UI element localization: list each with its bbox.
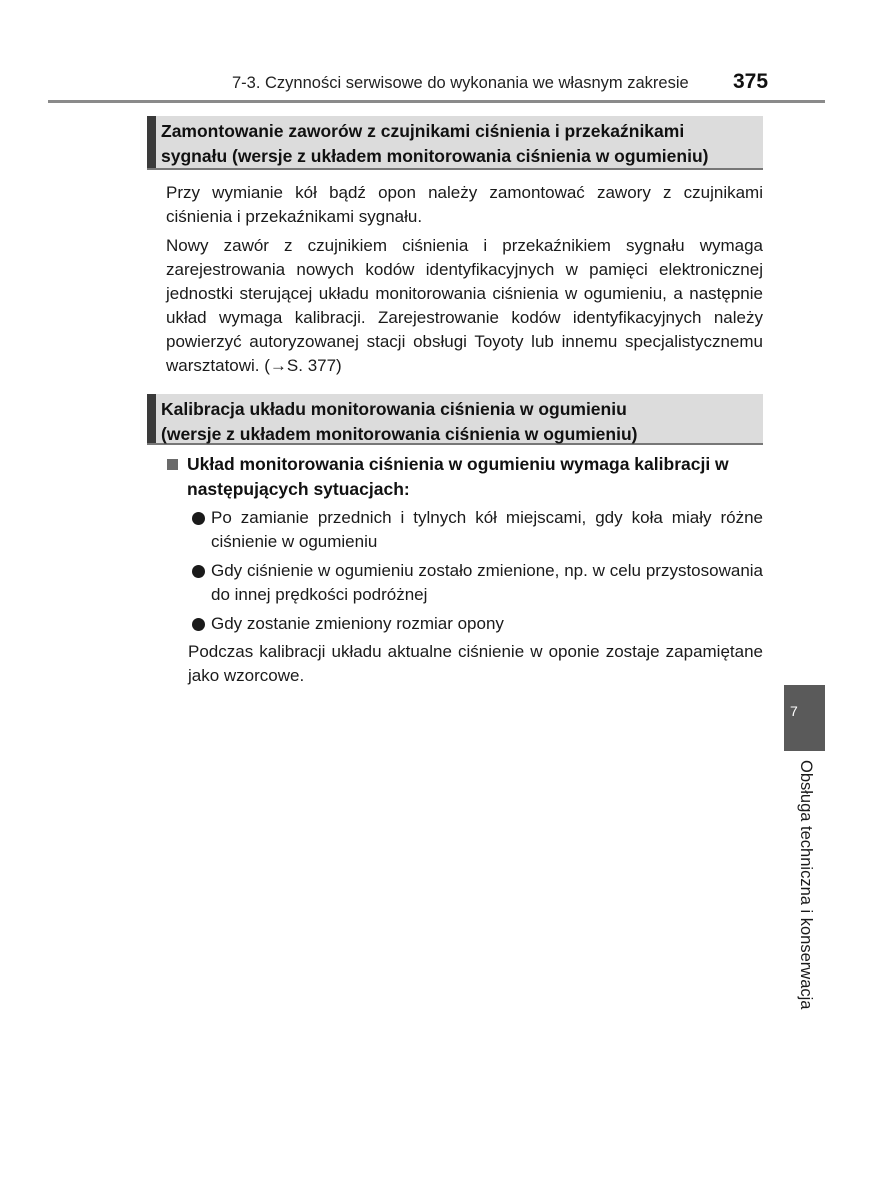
running-header: 7-3. Czynności serwisowe do wykonania we własnym zakresie <box>232 74 689 92</box>
list-item <box>190 612 763 636</box>
square-bullet-icon <box>167 459 178 470</box>
header-divider <box>48 100 825 103</box>
bullet-dot-icon <box>192 618 205 631</box>
section-title-line: Kalibracja układu monitorowania ciśnienia w ogumieniu <box>161 399 627 419</box>
paragraph-valve-install: Przy wymianie kół bądź opon należy zamontować zawory z czujnikami ciśnienia i przekaźnikami sygnału. <box>166 183 763 226</box>
section-heading-valves <box>147 116 763 170</box>
section-accent <box>147 116 156 168</box>
page-number: 375 <box>733 70 769 93</box>
chapter-label-text: Obsługa techniczna i konserwacja <box>797 760 815 1010</box>
list-item <box>190 559 763 607</box>
chapter-number: 7 <box>790 703 798 719</box>
section-title <box>161 119 757 169</box>
section-title-line: Zamontowanie zaworów z czujnikami ciśnienia i przekaźnikami <box>161 121 685 141</box>
section-title <box>161 397 757 447</box>
chapter-tab <box>784 685 825 751</box>
subheading-text: Układ monitorowania ciśnienia w ogumieniu wymaga kalibracji w następujących sytuacjach: <box>187 454 729 499</box>
paragraph-id-registration: Nowy zawór z czujnikiem ciśnienia i przekaźnikiem sygnału wymaga zarejestrowania nowych kodów identyfikacyjnych w pamięci elektronicznej jednostki sterującej układu monitorowania ciśnienia w ogumieniu, a następnie układ wymaga kalibracji. Zarejestrowanie kodów identyfikacyjnych należy powierzyć autoryzowanej stacji obsługi Toyoty lub innemu specjalistycznemu warsztatowi. (→S. 377) <box>166 236 763 375</box>
list-item-text: Gdy zostanie zmieniony rozmiar opony <box>211 614 504 633</box>
section-title-line: (wersje z układem monitorowania ciśnienia w ogumieniu) <box>161 424 638 444</box>
section-title-line: sygnału (wersje z układem monitorowania ciśnienia w ogumieniu) <box>161 146 709 166</box>
bullet-dot-icon <box>192 512 205 525</box>
bullet-dot-icon <box>192 565 205 578</box>
list-item-text: Po zamianie przednich i tylnych kół miejscami, gdy koła miały różne ciśnienie w ogumieniu <box>211 508 763 551</box>
section-heading-calibration <box>147 394 763 445</box>
list-item-text: Gdy ciśnienie w ogumieniu zostało zmienione, np. w celu przystosowania do innej prędkości podróżnej <box>211 561 763 604</box>
section-accent <box>147 394 156 443</box>
list-item <box>190 506 763 554</box>
paragraph-calibration-note: Podczas kalibracji układu aktualne ciśnienie w oponie zostaje zapamiętane jako wzorcowe. <box>188 642 763 685</box>
subheading-calibration-cases <box>166 452 766 502</box>
